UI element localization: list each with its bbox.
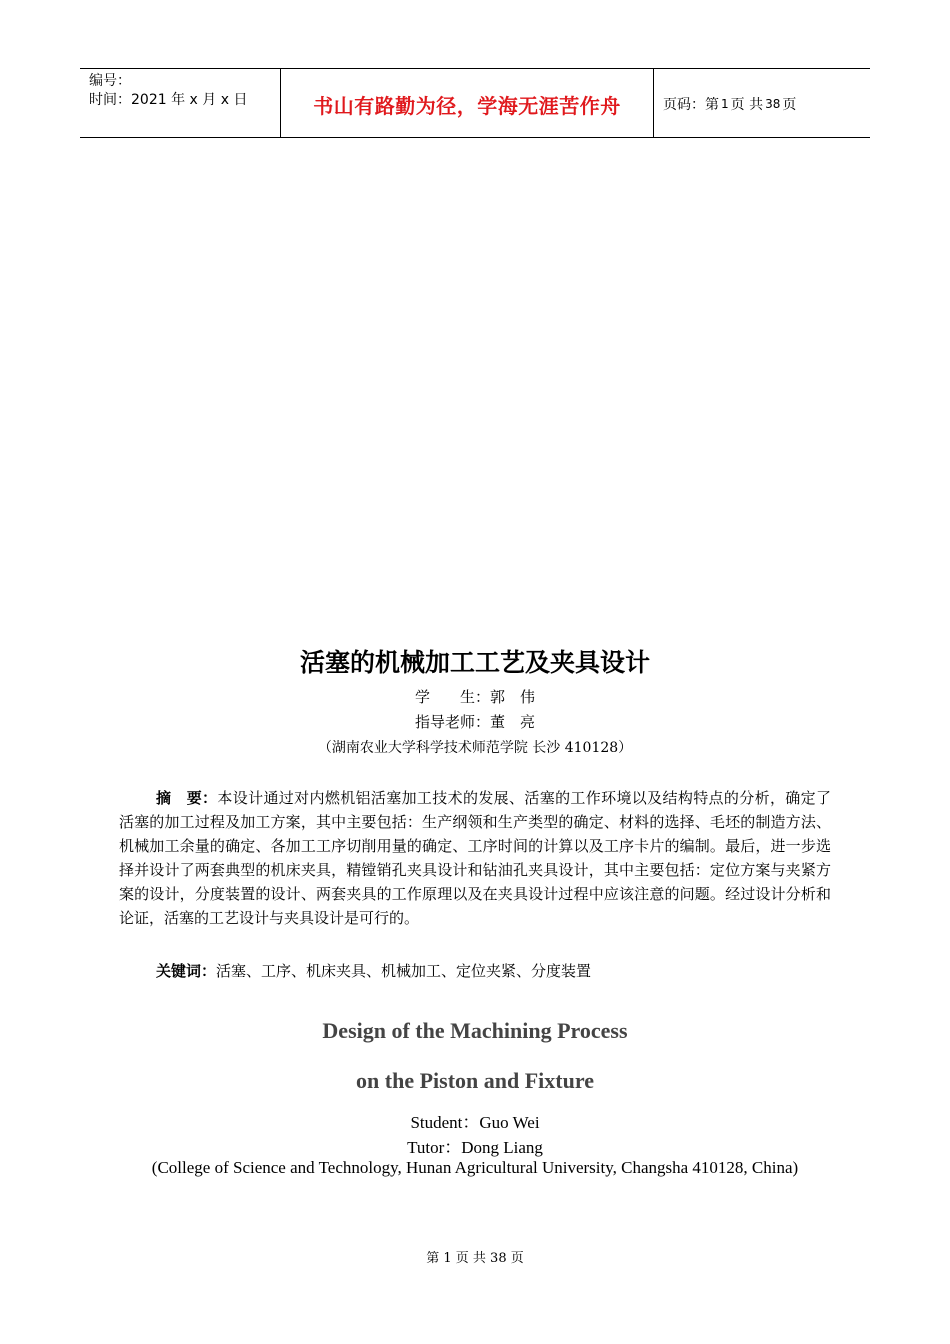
abstract-label: 摘 要： <box>156 789 218 807</box>
institution-en: (College of Science and Technology, Hunan Agricultural University, Changsha 410128, China) <box>151 1158 799 1177</box>
english-title-line2: on the Piston and Fixture <box>356 1068 594 1093</box>
page-footer: 第 1 页 共 38 页 <box>426 1251 524 1266</box>
tutor-en: Tutor：Dong Liang <box>407 1138 543 1157</box>
header-meta <box>80 69 281 137</box>
tutor-cn: 指导老师：董 亮 <box>414 713 535 731</box>
page-total: 38 <box>765 97 781 111</box>
keywords-text: 活塞、工序、机床夹具、机械加工、定位夹紧、分度装置 <box>216 962 592 980</box>
code-label: 编号： <box>89 73 131 89</box>
page-suffix: 页 <box>782 97 797 113</box>
institution-cn: （湖南农业大学科学技术师范学院 长沙 410128） <box>317 740 633 756</box>
keywords-cn <box>156 960 591 981</box>
page-prefix: 页码：第 <box>663 97 719 113</box>
header-page-info <box>654 69 870 137</box>
keywords-label: 关键词： <box>156 962 217 980</box>
student-cn: 学 生：郭 伟 <box>414 688 535 706</box>
english-title-line1: Design of the Machining Process <box>322 1018 628 1043</box>
page-header <box>80 68 870 138</box>
page-mid: 页 共 <box>730 97 764 113</box>
header-motto: 书山有路勤为径，学海无涯苦作舟 <box>281 69 654 137</box>
student-en: Student：Guo Wei <box>410 1113 540 1132</box>
time-label: 时间：2021 年 x 月 x 日 <box>89 92 248 108</box>
chinese-title: 活塞的机械加工工艺及夹具设计 <box>299 648 650 677</box>
abstract-cn <box>119 786 831 930</box>
abstract-text: 本设计通过对内燃机铝活塞加工技术的发展、活塞的工作环境以及结构特点的分析，确定了活塞的加工过程及加工方案，其中主要包括：生产纲领和生产类型的确定、材料的选择、毛坯的制造方法、机械加工余量的确定、各加工工序切削用量的确定、工序时间的计算以及工序卡片的编制。最后，进一步选择并设计了两套典型的机床夹具，精镗销孔夹具设计和钻油孔夹具设计，其中主要包括：定位方案与夹紧方案的设计，分度装置的设计、两套夹具的工作原理以及在夹具设计过程中应该注意的问题。经过设计分析和论证，活塞的工艺设计与夹具设计是可行的。 <box>119 789 831 927</box>
page-number: 1 <box>721 97 729 111</box>
